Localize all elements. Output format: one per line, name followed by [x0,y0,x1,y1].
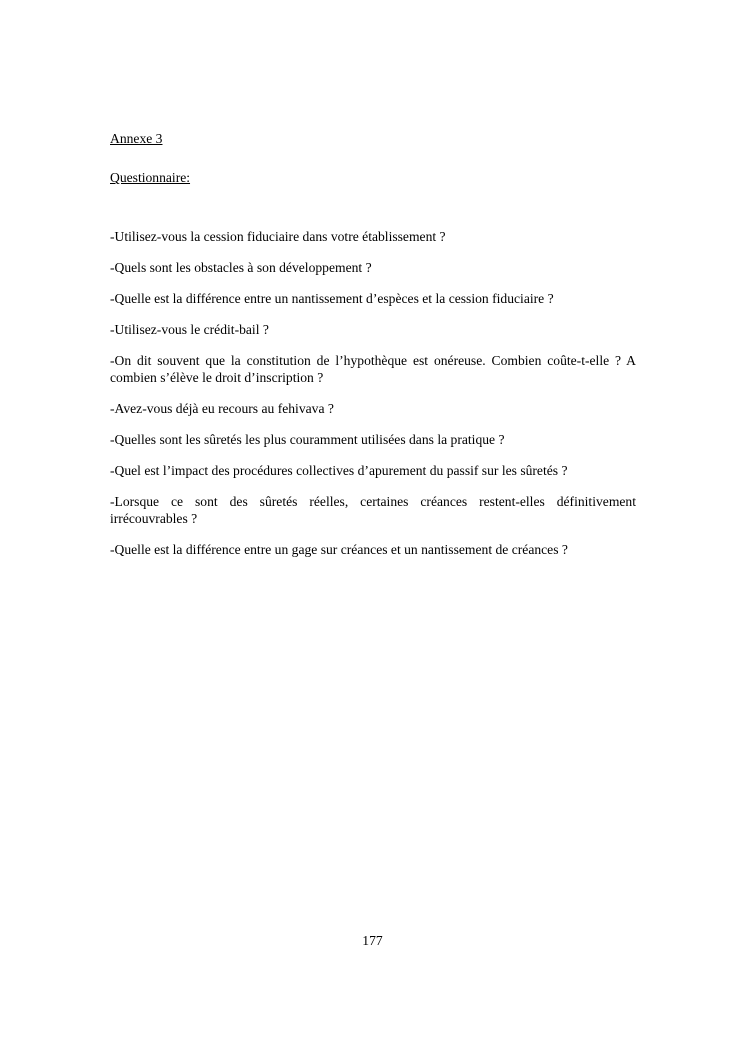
annex-title: Annexe 3 [110,131,163,146]
question-item: -Lorsque ce sont des sûretés réelles, certaines créances restent-elles définitivement irrécouvrables ? [110,494,636,526]
question-item: -Utilisez-vous le crédit-bail ? [110,322,269,337]
question-item: -Quelle est la différence entre un gage sur créances et un nantissement de créances ? [110,542,568,557]
question-item: -Quel est l’impact des procédures collectives d’apurement du passif sur les sûretés ? [110,463,568,478]
questionnaire-title: Questionnaire: [110,170,191,185]
question-item: -Quels sont les obstacles à son développement ? [110,260,372,275]
page-content [110,130,636,572]
question-item: -Quelle est la différence entre un nantissement d’espèces et la cession fiduciaire ? [110,291,554,306]
question-item: -On dit souvent que la constitution de l’hypothèque est onéreuse. Combien coûte-t-elle ? A combien s’élève le droit d’inscription ? [110,353,636,385]
question-item: -Quelles sont les sûretés les plus couramment utilisées dans la pratique ? [110,432,505,447]
question-item: -Utilisez-vous la cession fiduciaire dans votre établissement ? [110,229,446,244]
question-item: -Avez-vous déjà eu recours au fehivava ? [110,401,334,416]
question-list [110,228,636,558]
page-number: 177 [362,933,383,948]
